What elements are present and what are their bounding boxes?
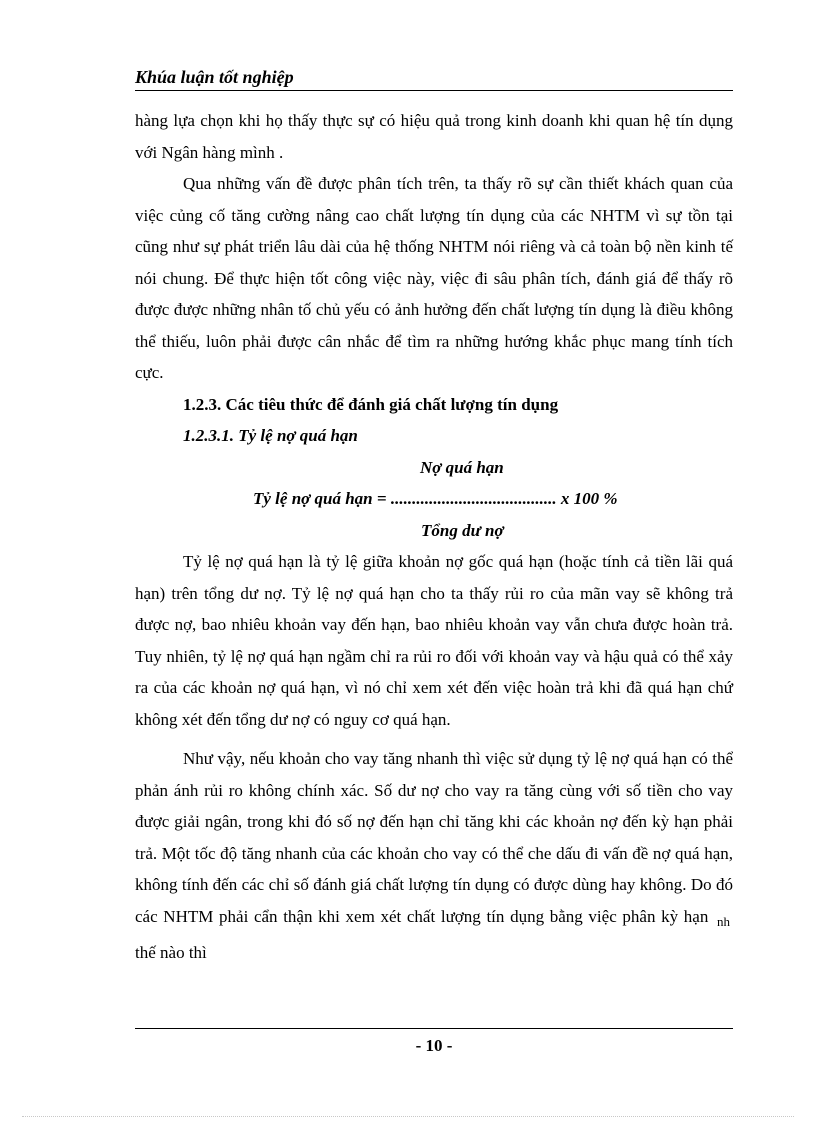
paragraph-gap bbox=[135, 735, 733, 743]
footer-rule bbox=[135, 1028, 733, 1029]
document-body bbox=[135, 105, 733, 969]
section-heading: 1.2.3. Các tiêu thức để đánh giá chất lượng tín dụng bbox=[183, 394, 559, 414]
formula-numerator: Nợ quá hạn bbox=[420, 457, 504, 477]
paragraph-definition: Tỷ lệ nợ quá hạn là tỷ lệ giữa khoản nợ gốc quá hạn (hoặc tính cả tiền lãi quá hạn) trên tổng dư nợ. Tỷ lệ nợ quá hạn cho ta thấy rủi ro của mãn vay sẽ không trả được nợ, bao nhiêu khoản vay đến hạn, bao nhiêu khoản vay vẫn chưa được hoàn trả. Tuy nhiên, tỷ lệ nợ quá hạn ngầm chỉ ra rủi ro đối với khoản vay và hậu quả có thể xảy ra của các khoản nợ quá hạn, vì nó chỉ xem xét đến việc hoàn trả khi đã quá hạn chứ không xét đến tổng dư nợ có nguy cơ quá hạn. bbox=[135, 552, 733, 729]
discussion-end: thế nào thì bbox=[135, 943, 207, 962]
paragraph-discussion bbox=[135, 743, 733, 969]
subsection-heading: 1.2.3.1. Tỷ lệ nợ quá hạn bbox=[183, 426, 358, 445]
paragraph-analysis: Qua những vấn đề được phân tích trên, ta thấy rõ sự cần thiết khách quan của việc củng cố tăng cường nâng cao chất lượng tín dụng của các NHTM vì sự tồn tại cũng như sự phát triển lâu dài của hệ thống NHTM nói riêng và cả toàn bộ nền kinh tế nói chung. Để thực hiện tốt công việc này, việc đi sâu phân tích, đánh giá để thấy rõ được được những nhân tố chủ yếu có ảnh hưởng đến chất lượng tín dụng là điều không thể thiếu, luôn phải được cân nhắc để tìm ra những hướng khắc phục mang tính tích cực. bbox=[135, 174, 733, 382]
page-number: - 10 - bbox=[415, 1036, 453, 1055]
page-edge-dotted-line bbox=[22, 1116, 794, 1117]
document-header: Khúa luận tốt nghiệp bbox=[135, 66, 733, 91]
formula-denominator: Tổng dư nợ bbox=[421, 520, 504, 540]
formula-line: Tỷ lệ nợ quá hạn = ....................................... x 100 % bbox=[253, 489, 618, 508]
discussion-text: Như vậy, nếu khoản cho vay tăng nhanh thì việc sử dụng tỷ lệ nợ quá hạn có thể phản ánh rủi ro không chính xác. Số dư nợ cho vay ra tăng cùng với số tiền cho vay được giải ngân, trong khi đó số nợ đến hạn chỉ tăng khi các khoản nợ đến kỳ hạn phải trả. Một tốc độ tăng nhanh của các khoản cho vay có thể che dấu đi vấn đề nợ quá hạn, không tính đến các chỉ số đánh giá chất lượng tín dụng có được dùng hay không. Do đó các NHTM phải cẩn thận khi xem xét chất lượng tín dụng bằng việc phân kỳ hạn bbox=[135, 749, 733, 926]
discussion-subscript: nh bbox=[717, 913, 731, 929]
paragraph-continuation: hàng lựa chọn khi họ thấy thực sự có hiệu quả trong kinh doanh khi quan hệ tín dụng với Ngân hàng mình . bbox=[135, 111, 733, 162]
